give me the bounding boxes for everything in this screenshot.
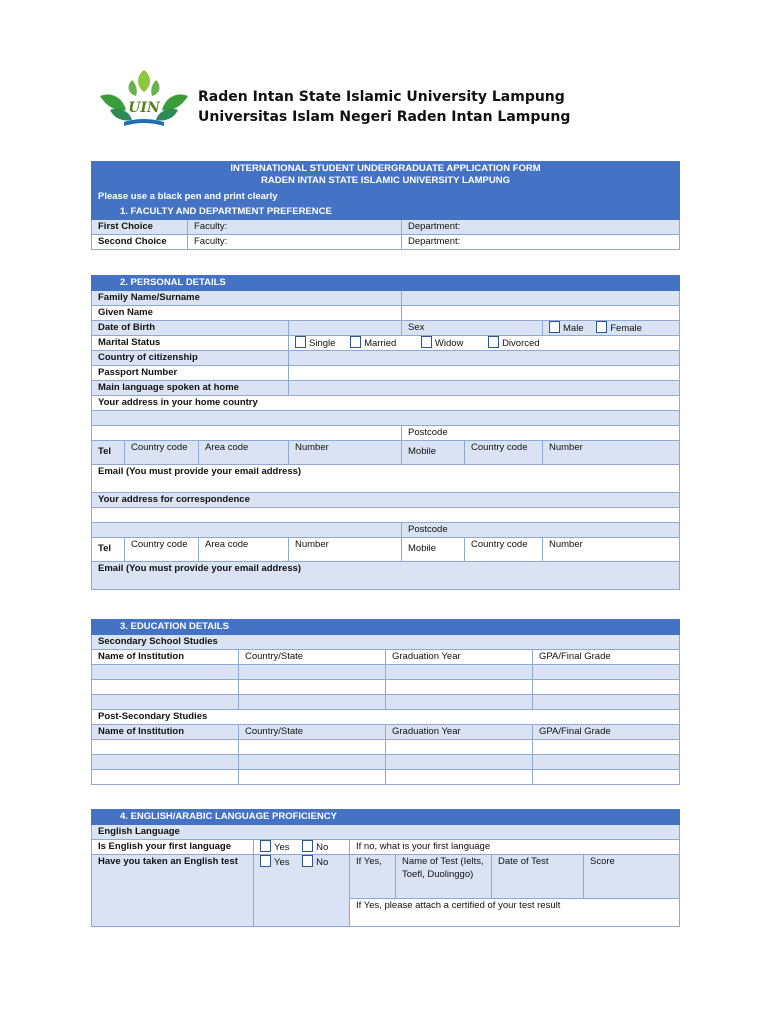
cell[interactable] [92,755,239,770]
university-name-en: Raden Intan State Islamic University Lampung [198,89,565,105]
table-row [92,740,680,755]
university-name [198,87,570,127]
cell[interactable] [386,755,533,770]
widow-label: Widow [434,338,464,349]
sex-options [543,321,680,336]
first-language-no-label: No [316,842,329,853]
first-language-yes-checkbox[interactable] [260,840,271,852]
cell[interactable] [533,665,680,680]
correspondence-address-field[interactable] [92,508,680,523]
given-name-field[interactable] [402,306,680,321]
cell[interactable] [386,740,533,755]
dob-field[interactable] [289,321,402,336]
cell[interactable] [533,770,680,785]
faculty-preference-table [91,161,680,250]
cell[interactable] [386,665,533,680]
cell[interactable] [533,755,680,770]
section-2-title: 2. PERSONAL DETAILS [92,276,680,291]
post-col-institution: Name of Institution [92,725,239,740]
first-choice-label: First Choice [92,220,188,235]
home-postcode-label: Postcode [402,426,680,441]
home-email-field[interactable]: Email (You must provide your email address) [92,465,680,493]
cell[interactable] [239,755,386,770]
citizenship-label: Country of citizenship [92,351,289,366]
home-tel-area-code[interactable]: Area code [199,441,289,465]
post-col-country: Country/State [239,725,386,740]
first-language-options [254,840,350,855]
english-test-yes-label: Yes [274,857,290,868]
married-label: Married [364,338,397,349]
form-title-line2: RADEN INTAN STATE ISLAMIC UNIVERSITY LAMPUNG [261,175,510,186]
cell[interactable] [386,770,533,785]
cell[interactable] [239,740,386,755]
married-checkbox[interactable] [350,336,361,348]
table-row [92,680,680,695]
passport-field[interactable] [289,366,680,381]
single-checkbox[interactable] [295,336,306,348]
name-of-test-field[interactable]: Name of Test (Ielts, Toefl, Duolinggo) [396,855,492,899]
score-field[interactable]: Score [584,855,680,899]
cell[interactable] [533,680,680,695]
correspondence-postcode-label: Postcode [402,523,680,538]
corr-tel-label: Tel [92,538,125,562]
dob-label: Date of Birth [92,321,289,336]
english-test-no-checkbox[interactable] [302,855,313,867]
first-choice-department[interactable]: Department: [402,220,680,235]
first-choice-faculty[interactable]: Faculty: [188,220,402,235]
english-language-label: English Language [92,825,680,840]
male-label: Male [563,323,584,334]
male-checkbox[interactable] [549,321,560,333]
form-title [92,162,680,190]
correspondence-address-line[interactable] [92,523,402,538]
language-field[interactable] [289,381,680,396]
secondary-studies-label: Secondary School Studies [92,635,680,650]
cell[interactable] [239,665,386,680]
form-title-line1: INTERNATIONAL STUDENT UNDERGRADUATE APPLICATION FORM [230,163,541,174]
table-row [92,665,680,680]
home-address-line[interactable] [92,426,402,441]
english-test-no-label: No [316,857,329,868]
marital-options [289,336,680,351]
english-test-options [254,855,350,927]
marital-status-label: Marital Status [92,336,289,351]
cell[interactable] [239,695,386,710]
logo-text: UIN [128,100,160,116]
cell[interactable] [239,770,386,785]
secondary-col-country: Country/State [239,650,386,665]
cell[interactable] [92,770,239,785]
first-language-question: Is English your first language [92,840,254,855]
citizenship-field[interactable] [289,351,680,366]
family-name-label: Family Name/Surname [92,291,402,306]
university-logo [96,66,192,132]
instruction: Please use a black pen and print clearly [92,190,680,205]
correspondence-email-field[interactable]: Email (You must provide your email address) [92,562,680,590]
first-language-no-checkbox[interactable] [302,840,313,852]
corr-mobile-number[interactable]: Number [543,538,680,562]
family-name-field[interactable] [402,291,680,306]
home-address-field[interactable] [92,411,680,426]
divorced-checkbox[interactable] [488,336,499,348]
section-1-title: 1. FACULTY AND DEPARTMENT PREFERENCE [92,205,680,220]
cell[interactable] [533,740,680,755]
secondary-col-institution: Name of Institution [92,650,239,665]
sex-label [402,321,543,336]
section-3-title: 3. EDUCATION DETAILS [92,620,680,635]
second-choice-department[interactable]: Department: [402,235,680,250]
cell[interactable] [239,680,386,695]
corr-tel-country-code[interactable]: Country code [125,538,199,562]
cell[interactable] [386,680,533,695]
table-row [92,755,680,770]
education-table [91,619,680,785]
passport-label: Passport Number [92,366,289,381]
english-test-yes-checkbox[interactable] [260,855,271,867]
correspondence-address-label: Your address for correspondence [92,493,680,508]
if-yes-label: If Yes, [350,855,396,899]
single-label: Single [309,338,336,349]
female-label: Female [610,323,642,334]
cell[interactable] [92,680,239,695]
cell[interactable] [533,695,680,710]
home-address-label: Your address in your home country [92,396,680,411]
secondary-col-gpa: GPA/Final Grade [533,650,680,665]
cell[interactable] [92,740,239,755]
table-row [92,695,680,710]
home-mobile-label: Mobile [402,441,465,465]
given-name-label: Given Name [92,306,402,321]
post-col-graduation: Graduation Year [386,725,533,740]
cell[interactable] [92,695,239,710]
corr-tel-area-code[interactable]: Area code [199,538,289,562]
language-label: Main language spoken at home [92,381,289,396]
section-4-title: 4. ENGLISH/ARABIC LANGUAGE PROFICIENCY [92,810,680,825]
cell[interactable] [92,665,239,680]
widow-checkbox[interactable] [421,336,432,348]
home-mobile-number[interactable]: Number [543,441,680,465]
corr-mobile-label: Mobile [402,538,465,562]
table-row [92,770,680,785]
corr-mobile-country-code[interactable]: Country code [465,538,543,562]
language-proficiency-table [91,809,680,927]
home-tel-country-code[interactable]: Country code [125,441,199,465]
home-tel-label: Tel [92,441,125,465]
first-language-yes-label: Yes [274,842,290,853]
secondary-col-graduation: Graduation Year [386,650,533,665]
english-test-question: Have you taken an English test [92,855,254,927]
cell[interactable] [386,695,533,710]
female-checkbox[interactable] [596,321,607,333]
post-secondary-studies-label: Post-Secondary Studies [92,710,680,725]
post-col-gpa: GPA/Final Grade [533,725,680,740]
divorced-label: Divorced [502,338,540,349]
second-choice-faculty[interactable]: Faculty: [188,235,402,250]
attach-certificate-note: If Yes, please attach a certified of your test result [350,899,680,927]
sex-text: Sex [408,322,425,333]
date-of-test-field[interactable]: Date of Test [492,855,584,899]
home-mobile-country-code[interactable]: Country code [465,441,543,465]
university-name-id: Universitas Islam Negeri Raden Intan Lampung [198,109,571,125]
home-tel-number[interactable]: Number [289,441,402,465]
corr-tel-number[interactable]: Number [289,538,402,562]
second-choice-label: Second Choice [92,235,188,250]
if-no-first-language[interactable]: If no, what is your first language [350,840,680,855]
personal-details-table [91,275,680,590]
